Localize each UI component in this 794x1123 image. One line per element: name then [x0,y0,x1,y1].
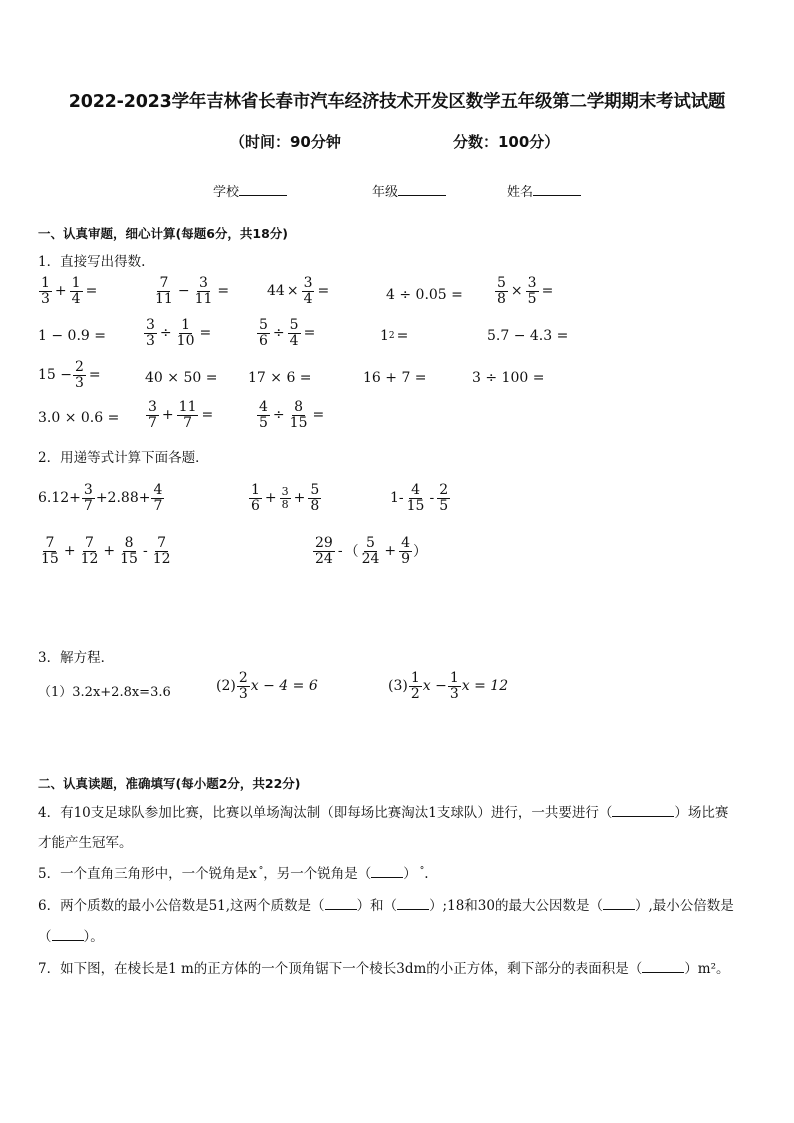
calc-item: 1 − 0.9 = [38,328,106,344]
grade-label: 年级 [372,185,399,200]
calc-item: $\frac{5}{6}$ ÷ $\frac{5}{4}$ = [259,317,316,349]
equation-3: (3) $\frac{1}{2}$ x − $\frac{1}{3}$ x = 12 [388,670,509,702]
question-6-continued: （ ）。 [38,929,104,945]
question-5: 5．一个直角三角形中，一个锐角是x °，另一个锐角是（ ） °. [38,865,429,882]
answer-blank[interactable] [603,897,635,910]
question-1-label: 1．直接写出得数. [38,254,146,270]
question-4: 4．有10支足球队参加比赛，比赛以单场淘汰制（即每场比赛淘汰1支球队）进行，一共要进行（ ）场比赛 [38,805,729,821]
answer-blank[interactable] [371,865,403,878]
calc-item: 44 × $\frac{3}{4}$ = [267,275,330,307]
calc-item: 40 × 50 = [145,370,218,386]
question-3-label: 3．解方程． [38,650,115,666]
answer-blank[interactable] [612,804,674,817]
step-calc-item: $\frac{7}{15}$ + $\frac{7}{12}$ + $\frac{8}{15}$ - $\frac{7}{12}$ [41,535,171,567]
calc-item: 3.0 × 0.6 = [38,410,120,426]
name-label: 姓名 [507,185,534,200]
calc-item: 4 ÷ 0.05 = [386,287,463,303]
answer-blank[interactable] [325,897,357,910]
question-6: 6．两个质数的最小公倍数是51,这两个质数是（ ）和（ ）;18和30的最大公因数是（ ）,最小公倍数是 [38,898,734,914]
calc-item: 5.7 − 4.3 = [487,328,569,344]
calc-item: $\frac{1}{3}$ + $\frac{1}{4}$ = [41,275,98,307]
school-blank[interactable] [239,183,287,196]
name-blank[interactable] [533,183,581,196]
equation-2: (2) $\frac{2}{3}$ x − 4 = 6 [216,670,318,702]
equation-1: （1）3.2x+2.8x=3.6 [38,685,171,700]
step-calc-item: $\frac{1}{6}$ + $\frac{3}{8}$ + $\frac{5}{8}$ [251,482,320,514]
calc-item: $\frac{3}{7}$ + $\frac{11}{7}$ = [148,399,214,431]
page-title: 2022-2023学年吉林省长春市汽车经济技术开发区数学五年级第二学期期末考试试题 [68,92,726,112]
calc-item: $\frac{5}{8}$ × $\frac{3}{5}$ = [497,275,554,307]
grade-blank[interactable] [398,183,446,196]
grade-field[interactable] [372,181,446,200]
calc-item: $\frac{7}{11}$ − $\frac{3}{11}$ = [155,275,230,307]
question-7: 7．如下图，在棱长是1 m的正方体的一个顶角锯下一个棱长3dm的小正方体，剩下部分的表面积是（ ）m²。 [38,961,730,977]
question-2-label: 2．用递等式计算下面各题． [38,450,209,466]
question-4-continued: 才能产生冠军。 [38,835,133,851]
calc-item: 17 × 6 = [248,370,312,386]
answer-blank[interactable] [52,928,84,941]
step-calc-item: $\frac{29}{24}$ - （ $\frac{5}{24}$ + $\frac{4}{9}$ ） [315,535,428,567]
calc-item: 15 − $\frac{2}{3}$ = [38,359,101,391]
calc-item: 1 2 = [380,328,409,344]
answer-blank[interactable] [397,897,429,910]
calc-item: $\frac{3}{3}$ ÷ $\frac{1}{10}$ = [146,317,212,349]
name-field[interactable] [507,181,581,200]
calc-item: 16 + 7 = [363,370,427,386]
exam-time: （时间：90分钟 [230,133,341,151]
answer-blank[interactable] [642,960,684,973]
calc-item: 3 ÷ 100 = [472,370,545,386]
school-label: 学校 [213,185,240,200]
exam-score: 分数：100分） [453,133,560,151]
step-calc-item: 6.12+ $\frac{3}{7}$ +2.88+ $\frac{4}{7}$ [38,482,163,514]
school-field[interactable] [213,181,287,200]
calc-item: $\frac{4}{5}$ ÷ $\frac{8}{15}$ = [259,399,325,431]
section-1-heading: 一、认真审题，细心计算(每题6分，共18分) [38,226,289,241]
section-2-heading: 二、认真读题，准确填写(每小题2分，共22分) [38,776,301,791]
step-calc-item: 1- $\frac{4}{15}$ - $\frac{2}{5}$ [390,482,449,514]
